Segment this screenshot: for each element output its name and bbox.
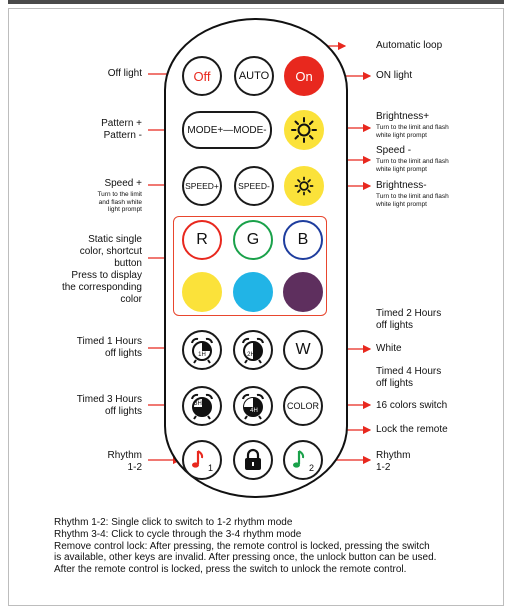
on-button-label: On — [295, 68, 313, 84]
green-button-label: G — [246, 231, 260, 248]
label-off-light: Off light — [107, 68, 142, 79]
rhythm-left-line2: 1-2 — [127, 462, 142, 473]
speed-minus-sub-line2: white light prompt — [376, 165, 427, 173]
note-line-3: Remove control lock: After pressing, the remote control is locked, pressing the switch — [54, 540, 430, 552]
label-speed-plus: Speed + — [104, 178, 142, 189]
brightness-plus-button[interactable] — [284, 110, 324, 150]
label-on-light: ON light — [376, 70, 413, 81]
timer-3h-text: 3H — [194, 401, 202, 407]
purple-button[interactable] — [283, 272, 323, 312]
label-rhythm-right — [376, 450, 410, 474]
off-button[interactable] — [182, 56, 222, 96]
blue-button-label: B — [297, 231, 309, 248]
speed-plus-sub-line3: light prompt — [108, 206, 142, 213]
rhythm-1-2-button[interactable] — [182, 440, 222, 480]
timer-3h-button[interactable] — [182, 386, 222, 426]
note-line-2: Rhythm 3-4: Click to cycle through the 3-4 rhythm mode — [54, 528, 302, 540]
rhythm-3-4-button[interactable] — [283, 440, 323, 480]
speed-plus-sub-line1: Turn to the limit — [97, 191, 142, 198]
label-timed-1 — [50, 336, 142, 360]
static-line2: color, shortcut — [79, 246, 142, 257]
label-automatic-loop: Automatic loop — [376, 40, 443, 51]
red-button[interactable] — [182, 220, 222, 260]
label-rhythm-left — [60, 450, 142, 474]
timer-4h-button[interactable] — [233, 386, 273, 426]
brightness-minus-sub-line2: white light prompt — [376, 200, 427, 208]
static-line6: color — [120, 294, 142, 305]
timer-2h-button[interactable] — [233, 330, 273, 370]
label-static-color — [40, 234, 142, 306]
timed2-line2: off lights — [376, 320, 414, 331]
white-button-label: W — [295, 341, 311, 358]
yellow-button[interactable] — [182, 272, 222, 312]
label-lock-remote: Lock the remote — [376, 424, 448, 435]
speed-minus-button[interactable] — [234, 166, 274, 206]
static-line4: Press to display — [71, 270, 142, 281]
timed4-line2: off lights — [376, 378, 414, 389]
rhythm-left-line1: Rhythm — [107, 450, 142, 461]
timed2-line1: Timed 2 Hours — [376, 308, 442, 319]
auto-button-label: AUTO — [238, 70, 270, 82]
cyan-button[interactable] — [233, 272, 273, 312]
label-pattern-line2: Pattern - — [103, 130, 142, 141]
sun-large-icon — [290, 116, 318, 144]
white-button[interactable] — [283, 330, 323, 370]
note-line-4: is available, other keys are invalid. After pressing once, the unlock button can be used. — [54, 552, 437, 564]
note-line-5: After the remote control is locked, press the switch to unlock the remote control. — [54, 564, 407, 576]
timer-1h-button[interactable] — [182, 330, 222, 370]
label-speed-plus-sub — [60, 191, 142, 214]
music-note-red-icon — [189, 447, 215, 473]
brightness-plus-sub-line2: white light prompt — [376, 131, 427, 139]
color-button[interactable] — [283, 386, 323, 426]
color-button-label: COLOR — [286, 401, 319, 411]
speed-plus-sub-line2: and flash white — [98, 198, 142, 206]
label-brightness-plus: Brightness+ — [376, 111, 430, 122]
label-timed-3 — [50, 394, 142, 418]
alarm-clock-icon — [238, 335, 268, 365]
rhythm-2-number: 2 — [309, 463, 315, 473]
label-timed-4 — [376, 366, 441, 390]
mode-button[interactable] — [182, 111, 272, 149]
rhythm-right-line1: Rhythm — [376, 450, 411, 461]
brightness-minus-sub-line1: Turn to the limit and flash — [376, 193, 449, 200]
label-brightness-minus: Brightness- — [376, 180, 427, 191]
alarm-clock-icon — [187, 335, 217, 365]
speed-plus-label: SPEED+ — [185, 181, 219, 191]
label-speed-minus-sub — [376, 158, 449, 173]
speed-minus-sub-line1: Turn to the limit and flash — [376, 158, 449, 165]
music-note-green-icon — [290, 447, 316, 473]
label-pattern — [60, 118, 142, 142]
red-button-label: R — [196, 231, 208, 248]
alarm-clock-icon — [187, 391, 217, 421]
timer-2h-text: 2H — [247, 352, 255, 358]
speed-minus-label: SPEED- — [238, 181, 270, 191]
static-line3: button — [114, 258, 142, 269]
label-16-colors: 16 colors switch — [376, 400, 448, 411]
timed4-line1: Timed 4 Hours — [376, 366, 442, 377]
off-button-label: Off — [193, 68, 211, 84]
auto-button[interactable] — [234, 56, 274, 96]
timer-1h-text: 1H — [198, 352, 206, 358]
label-timed-2 — [376, 308, 441, 332]
note-line-1: Rhythm 1-2: Single click to switch to 1-2 rhythm mode — [54, 517, 293, 528]
timed1-line2: off lights — [104, 348, 142, 359]
lock-button[interactable] — [233, 440, 273, 480]
label-pattern-line1: Pattern + — [101, 118, 142, 129]
static-line5: the corresponding — [61, 282, 142, 293]
brightness-minus-button[interactable] — [284, 166, 324, 206]
blue-button[interactable] — [283, 220, 323, 260]
speed-plus-button[interactable] — [182, 166, 222, 206]
timed3-line2: off lights — [104, 406, 142, 417]
rhythm-right-line2: 1-2 — [376, 462, 391, 473]
timed1-line1: Timed 1 Hours — [76, 336, 142, 347]
label-brightness-minus-sub — [376, 193, 449, 208]
lock-icon — [242, 448, 264, 472]
label-white: White — [376, 343, 402, 354]
label-speed-minus: Speed - — [376, 145, 412, 156]
rhythm-1-number: 1 — [208, 463, 214, 473]
green-button[interactable] — [233, 220, 273, 260]
sun-small-icon — [292, 174, 316, 198]
label-brightness-plus-sub — [376, 124, 449, 139]
on-button[interactable] — [284, 56, 324, 96]
instruction-notes — [54, 517, 494, 576]
brightness-plus-sub-line1: Turn to the limit and flash — [376, 124, 449, 131]
timed3-line1: Timed 3 Hours — [76, 394, 142, 405]
alarm-clock-icon — [238, 391, 268, 421]
mode-button-label: MODE+—MODE- — [187, 124, 267, 136]
static-line1: Static single — [88, 234, 142, 245]
timer-4h-text: 4H — [250, 408, 258, 414]
